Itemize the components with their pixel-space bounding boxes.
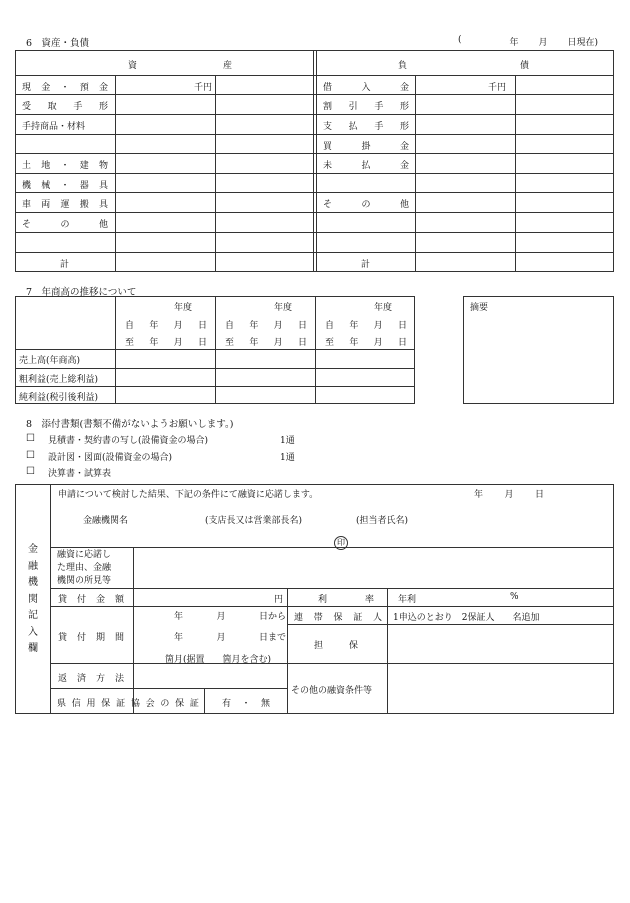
rate-prefix: 年利 — [398, 595, 417, 605]
asset-label-inventory: 手持商品・材料 — [22, 122, 86, 132]
row-net-profit: 純利益(税引後利益) — [19, 393, 99, 403]
year-col2: 年度 — [274, 303, 293, 313]
reason-label: 融資に応諾し た理由、金融 機関の所見等 — [57, 550, 112, 586]
liab-label-discounted: 割 引 手 形 — [323, 102, 409, 112]
row-sales: 売上高(年商高) — [19, 356, 81, 366]
person-in-charge-label: (担当者氏名) — [356, 516, 409, 526]
asset-label-receivable: 受 取 手 形 — [22, 102, 108, 112]
side-label-char: 機 — [28, 577, 38, 588]
guarantor-label: 連 帯 保 証 人 — [294, 613, 382, 623]
assets-header: 資 産 — [128, 61, 232, 71]
asset-label-machinery: 機 械 ・ 器 具 — [22, 181, 108, 191]
attach-count-1: 1通 — [280, 436, 295, 446]
collateral-label: 担 保 — [314, 641, 358, 651]
liab-unit: 千円 — [488, 83, 507, 93]
year-col1: 年度 — [174, 303, 193, 313]
guarantor-text: 1申込のとおり 2保証人 名追加 — [393, 613, 540, 623]
liab-label-accounts-payable: 買 掛 金 — [323, 142, 409, 152]
to-col2: 至 年 月 日 — [225, 338, 307, 348]
seal-mark: 印 — [334, 536, 348, 550]
liab-label-payable: 支 払 手 形 — [323, 122, 409, 132]
attach-item-3: 決算書・試算表 — [48, 469, 112, 479]
attach-item-2: 設計図・図面(設備資金の場合) — [48, 453, 173, 463]
liab-value-cells[interactable] — [416, 76, 514, 93]
side-label-char: 融 — [28, 560, 38, 572]
asset-label-other: そ の 他 — [22, 220, 108, 230]
liabilities-header: 負 債 — [398, 61, 529, 71]
year-col3: 年度 — [374, 303, 393, 313]
row-gross-profit: 粗利益(売上総利益) — [19, 375, 99, 385]
asset-label-cash: 現 金 ・ 預 金 — [22, 83, 108, 93]
side-label-char: 関 — [28, 593, 38, 605]
liab-label-borrowings: 借 入 金 — [323, 83, 409, 93]
side-label — [27, 542, 39, 658]
side-label-char: 入 — [28, 626, 38, 638]
section6-heading: 6 資産・負債 — [26, 38, 90, 49]
repayment-label: 返 済 方 法 — [58, 674, 124, 684]
asset-total: 計 — [60, 260, 70, 270]
attach-checkbox-3[interactable]: ☐ — [26, 466, 35, 477]
attach-checkbox-1[interactable]: ☐ — [26, 433, 35, 444]
other-conditions-label: その他の融資条件等 — [291, 686, 373, 696]
liab-label-unpaid: 未 払 金 — [323, 161, 409, 171]
guarantee-yes-no[interactable]: 有 ・ 無 — [222, 699, 270, 709]
period-note: 箇月(据置 箇月を含む) — [165, 655, 272, 665]
interest-rate-label: 利 率 — [318, 595, 374, 605]
branch-manager-label: (支店長又は営業部長名) — [205, 516, 303, 526]
as-of-date[interactable]: ( 年 月 日現在) — [458, 35, 598, 48]
institution-name-label: 金融機関名 — [83, 516, 129, 526]
period-to[interactable]: 年 月 日まで — [174, 633, 286, 643]
side-label-char: 欄 — [28, 643, 38, 654]
from-col2: 自 年 月 日 — [225, 321, 307, 331]
side-label-char: 金 — [28, 544, 38, 555]
attach-item-1: 見積書・契約書の写し(設備資金の場合) — [48, 436, 209, 446]
yen-unit: 円 — [274, 595, 284, 605]
from-col1: 自 年 月 日 — [125, 321, 207, 331]
statement: 申請について検討した結果、下記の条件にて融資に応諾します。 — [58, 490, 319, 500]
side-label-char: 記 — [28, 610, 38, 621]
memo-label: 摘要 — [470, 303, 489, 313]
asset-unit: 千円 — [194, 83, 213, 93]
attach-count-2: 1通 — [280, 453, 295, 463]
guarantee-association-label: 県 信 用 保 証 協 会 の 保 証 — [57, 699, 199, 709]
liab-label-other: そ の 他 — [323, 200, 409, 210]
section7-heading: 7 年商高の推移について — [26, 287, 137, 298]
to-col1: 至 年 月 日 — [125, 338, 207, 348]
loan-amount-label: 貸 付 金 額 — [58, 595, 124, 605]
statement-date[interactable]: 年 月 日 — [474, 490, 544, 500]
from-col3: 自 年 月 日 — [325, 321, 407, 331]
attach-checkbox-2[interactable]: ☐ — [26, 450, 35, 461]
asset-label-land: 土 地 ・ 建 物 — [22, 161, 108, 171]
liab-total: 計 — [361, 260, 371, 270]
period-from[interactable]: 年 月 日から — [174, 612, 286, 622]
asset-value-cells[interactable] — [116, 76, 214, 93]
section8-heading: 8 添付書類(書類不備がないようお願いします。) — [26, 419, 234, 430]
to-col3: 至 年 月 日 — [325, 338, 407, 348]
asset-label-vehicles: 車 両 運 搬 具 — [22, 200, 108, 210]
loan-period-label: 貸 付 期 間 — [58, 633, 124, 643]
rate-percent: % — [510, 592, 519, 602]
